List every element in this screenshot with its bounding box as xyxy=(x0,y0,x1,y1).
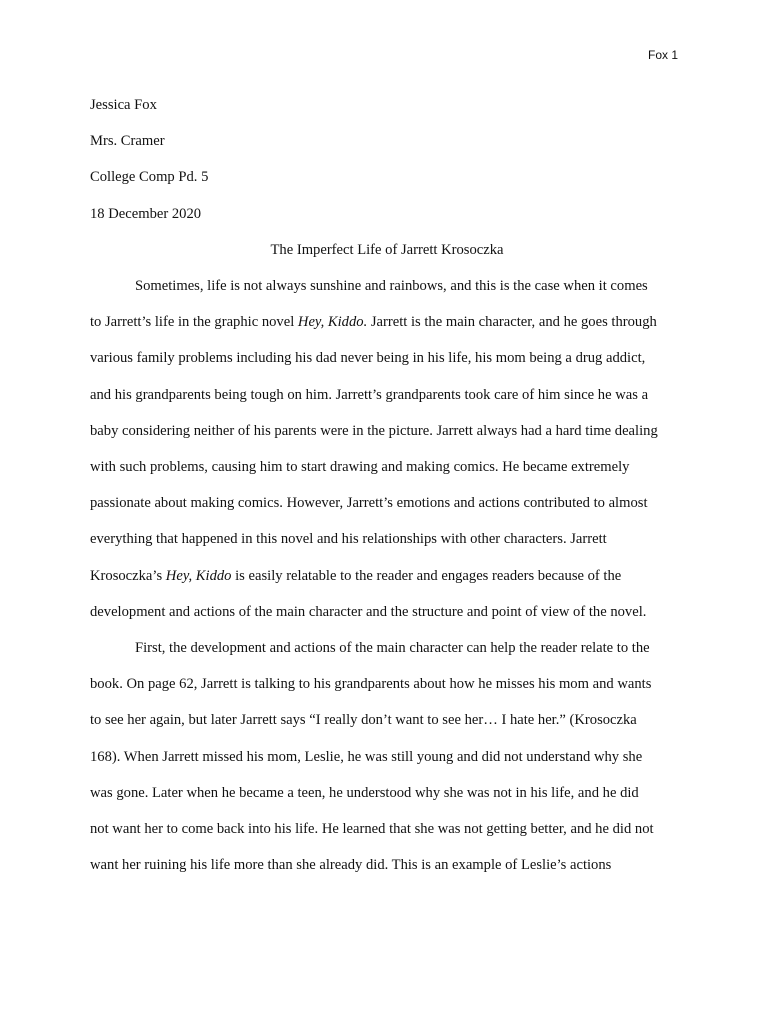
paragraph-line: passionate about making comics. However, Jarrett’s emotions and actions contributed to almost xyxy=(90,495,648,512)
teacher-name: Mrs. Cramer xyxy=(90,133,165,150)
paragraph-line: and his grandparents being tough on him. Jarrett’s grandparents took care of him since he was a xyxy=(90,386,649,403)
paragraph-line: Sometimes, life is not always sunshine and rainbows, and this is the case when it comes xyxy=(135,278,648,295)
essay-date: 18 December 2020 xyxy=(90,205,202,222)
paragraph-line: development and actions of the main character and the structure and point of view of the novel. xyxy=(90,603,647,620)
paragraph-line: to Jarrett’s life in the graphic novel Hey, Kiddo. Jarrett is the main character, and he goes through xyxy=(90,314,657,331)
book-title: Hey, Kiddo xyxy=(165,567,232,584)
book-title: Hey, Kiddo. xyxy=(297,314,368,331)
paragraph-line: was gone. Later when he became a teen, he understood why she was not in his life, and he did xyxy=(90,784,639,801)
paragraph-line: First, the development and actions of the main character can help the reader relate to the xyxy=(135,640,650,657)
paragraph-line: Krosoczka’s Hey, Kiddo is easily relatable to the reader and engages readers because of the xyxy=(90,567,622,584)
running-header: Fox 1 xyxy=(647,48,678,62)
paragraph-line: everything that happened in this novel and his relationships with other characters. Jarrett xyxy=(90,531,607,548)
paragraph-line: book. On page 62, Jarrett is talking to his grandparents about how he misses his mom and wants xyxy=(90,676,652,693)
paragraph-line: to see her again, but later Jarrett says “I really don’t want to see her… I hate her.” (Krosoczka xyxy=(90,712,637,729)
essay-title: The Imperfect Life of Jarrett Krosoczka xyxy=(270,241,504,258)
course-name: College Comp Pd. 5 xyxy=(90,169,209,186)
paragraph-2 xyxy=(90,630,684,883)
paragraph-line: not want her to come back into his life. He learned that she was not getting better, and he did not xyxy=(90,821,654,838)
paragraph-line: with such problems, causing him to start drawing and making comics. He became extremely xyxy=(90,459,630,476)
paragraph-line: baby considering neither of his parents were in the picture. Jarrett always had a hard time dealing xyxy=(90,422,658,439)
paragraph-line: 168). When Jarrett missed his mom, Leslie, he was still young and did not understand why she xyxy=(90,748,643,765)
essay-body xyxy=(90,87,684,883)
student-name: Jessica Fox xyxy=(90,97,157,113)
paragraph-line: various family problems including his dad never being in his life, his mom being a drug addict, xyxy=(90,350,646,367)
paragraph-1 xyxy=(90,268,684,630)
paragraph-line: want her ruining his life more than she already did. This is an example of Leslie’s actions xyxy=(90,857,612,874)
